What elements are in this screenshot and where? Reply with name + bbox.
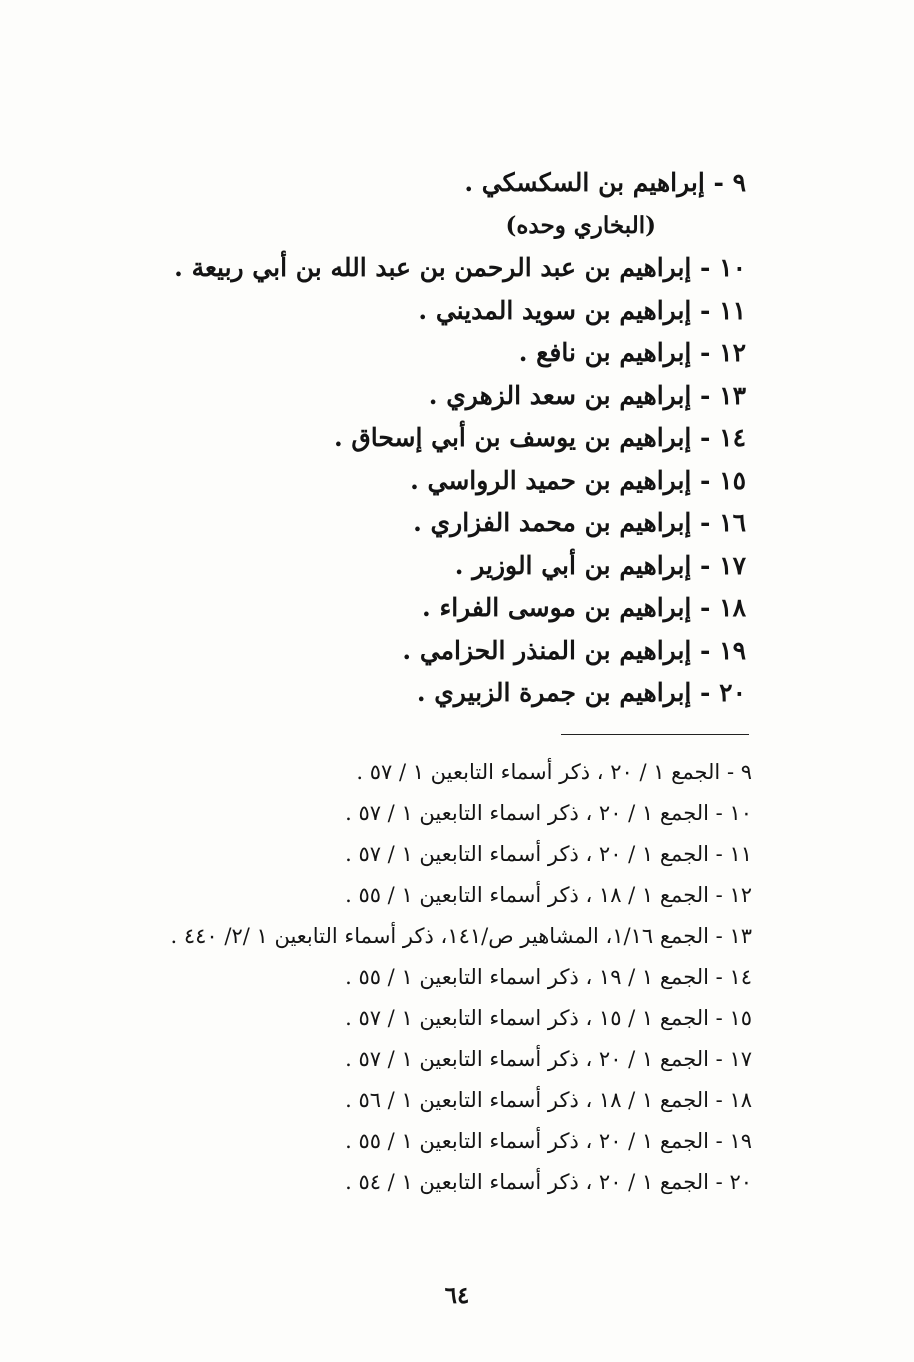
narrator-entry-19: ١٩ - إبراهيم بن المنذر الحزامي . xyxy=(402,635,746,665)
narrator-entry-16: ١٦ - إبراهيم بن محمد الفزاري . xyxy=(413,508,746,537)
footnote-20: ٢٠ - الجمع ١ / ٢٠ ، ذكر أسماء التابعين ١ / ٥٤ . xyxy=(345,1170,752,1194)
footnote-12: ١٢ - الجمع ١ / ١٨ ، ذكر أسماء التابعين ١ / ٥٥ . xyxy=(345,883,752,907)
footnote-19: ١٩ - الجمع ١ / ٢٠ ، ذكر أسماء التابعين ١ / ٥٥ . xyxy=(345,1129,752,1153)
footnote-18: ١٨ - الجمع ١ / ١٨ ، ذكر أسماء التابعين ١ / ٥٦ . xyxy=(345,1088,752,1112)
footnote-10: ١٠ - الجمع ١ / ٢٠ ، ذكر اسماء التابعين ١ / ٥٧ . xyxy=(345,801,752,825)
footnote-17: ١٧ - الجمع ١ / ٢٠ ، ذكر أسماء التابعين ١ / ٥٧ . xyxy=(345,1047,752,1071)
narrator-list xyxy=(46,162,746,715)
page-number: ٦٤ xyxy=(444,1282,470,1309)
narrator-entry-20: ٢٠ - إبراهيم بن جمرة الزبيري . xyxy=(416,678,746,707)
section-heading-bukhari-alone: (البخاري وحده) xyxy=(505,211,656,239)
narrator-entry-14: ١٤ - إبراهيم بن يوسف بن أبي إسحاق . xyxy=(333,423,746,452)
footnote-11: ١١ - الجمع ١ / ٢٠ ، ذكر أسماء التابعين ١ / ٥٧ . xyxy=(345,842,752,866)
narrator-entry-10: ١٠ - إبراهيم بن عبد الرحمن بن عبد الله بن أبي ربيعة . xyxy=(174,253,746,282)
footnote-15: ١٥ - الجمع ١ / ١٥ ، ذكر اسماء التابعين ١ / ٥٧ . xyxy=(345,1006,752,1030)
narrator-entry-17: ١٧ - إبراهيم بن أبي الوزير . xyxy=(454,550,746,580)
footnote-13: ١٣ - الجمع ١/١٦، المشاهير ص/١٤١، ذكر أسماء التابعين ١ /٢/ ٤٤٠ . xyxy=(170,924,752,948)
narrator-entry-13: ١٣ - إبراهيم بن سعد الزهري . xyxy=(428,380,746,410)
narrator-entry-11: ١١ - إبراهيم بن سويد المديني . xyxy=(418,295,746,325)
footnote-14: ١٤ - الجمع ١ / ١٩ ، ذكر اسماء التابعين ١ / ٥٥ . xyxy=(345,965,752,989)
footnote-9: ٩ - الجمع ١ / ٢٠ ، ذكر أسماء التابعين ١ / ٥٧ . xyxy=(356,760,752,784)
footnote-divider xyxy=(561,734,749,735)
footnotes-list xyxy=(12,752,752,1203)
narrator-entry-15: ١٥ - إبراهيم بن حميد الرواسي . xyxy=(410,465,746,495)
narrator-entry-18: ١٨ - إبراهيم بن موسى الفراء . xyxy=(422,593,746,622)
narrator-entry-12: ١٢ - إبراهيم بن نافع . xyxy=(518,338,746,367)
narrator-entry-9: ٩ - إبراهيم بن السكسكي . xyxy=(464,168,746,197)
